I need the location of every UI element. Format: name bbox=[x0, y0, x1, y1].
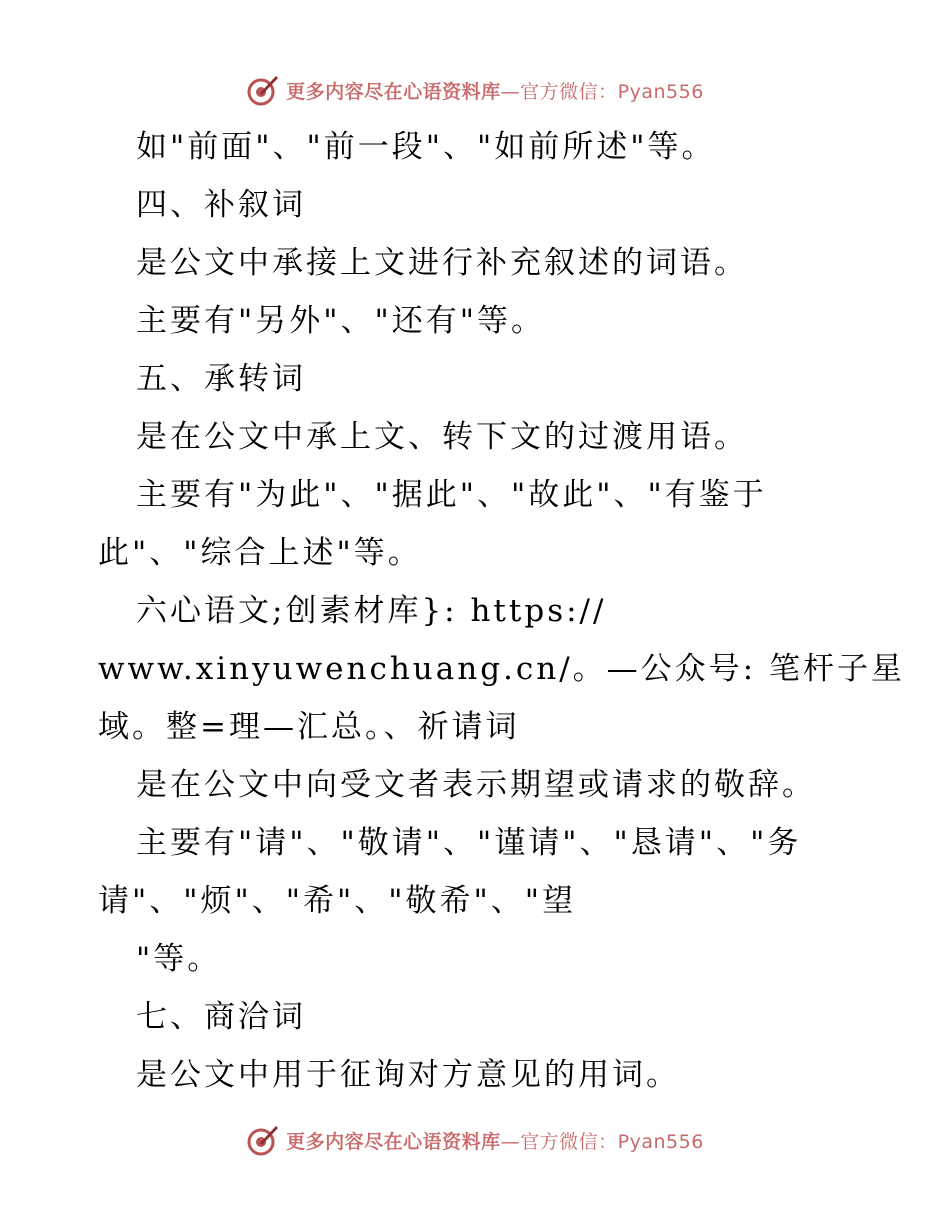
section-heading: 五、承转词 bbox=[136, 361, 306, 397]
text-line: 此"、"综合上述"等。 bbox=[98, 535, 422, 571]
text-line: www.xinyuwenchuang.cn/。—公众号: 笔杆子星 bbox=[98, 651, 905, 687]
text-line: 是公文中承接上文进行补充叙述的词语。 bbox=[136, 245, 748, 281]
quill-logo-icon bbox=[246, 73, 280, 107]
quill-logo-icon bbox=[246, 1123, 280, 1157]
watermark-wechat: 官方微信：Pyan556 bbox=[520, 1130, 704, 1153]
text-line: 是在公文中承上文、转下文的过渡用语。 bbox=[136, 419, 748, 455]
document-body bbox=[98, 118, 905, 1104]
section-heading: 四、补叙词 bbox=[136, 187, 306, 223]
watermark-separator: — bbox=[500, 80, 521, 103]
text-line: 主要有"请"、"敬请"、"谨请"、"恳请"、"务 bbox=[136, 825, 802, 861]
section-heading: 七、商洽词 bbox=[136, 999, 306, 1035]
watermark-text: 更多内容尽在心语资料库 bbox=[286, 80, 501, 103]
watermark-header bbox=[0, 70, 950, 110]
text-line: 请"、"烦"、"希"、"敬希"、"望 bbox=[98, 883, 577, 919]
watermark-footer bbox=[0, 1120, 950, 1160]
text-line: 如"前面"、"前一段"、"如前所述"等。 bbox=[136, 129, 716, 165]
watermark-separator: — bbox=[500, 1130, 521, 1153]
text-line: 六心语文;创素材库}: https:// bbox=[136, 593, 607, 629]
text-line: 是在公文中向受文者表示期望或请求的敬辞。 bbox=[136, 767, 816, 803]
text-line: 主要有"为此"、"据此"、"故此"、"有鉴于 bbox=[136, 477, 767, 513]
text-line: 域。整=理—汇总。、祈请词 bbox=[98, 709, 520, 745]
text-line: "等。 bbox=[136, 941, 222, 977]
watermark-text: 更多内容尽在心语资料库 bbox=[286, 1130, 501, 1153]
watermark-wechat: 官方微信：Pyan556 bbox=[520, 80, 704, 103]
text-line: 是公文中用于征询对方意见的用词。 bbox=[136, 1057, 680, 1093]
text-line: 主要有"另外"、"还有"等。 bbox=[136, 303, 546, 339]
